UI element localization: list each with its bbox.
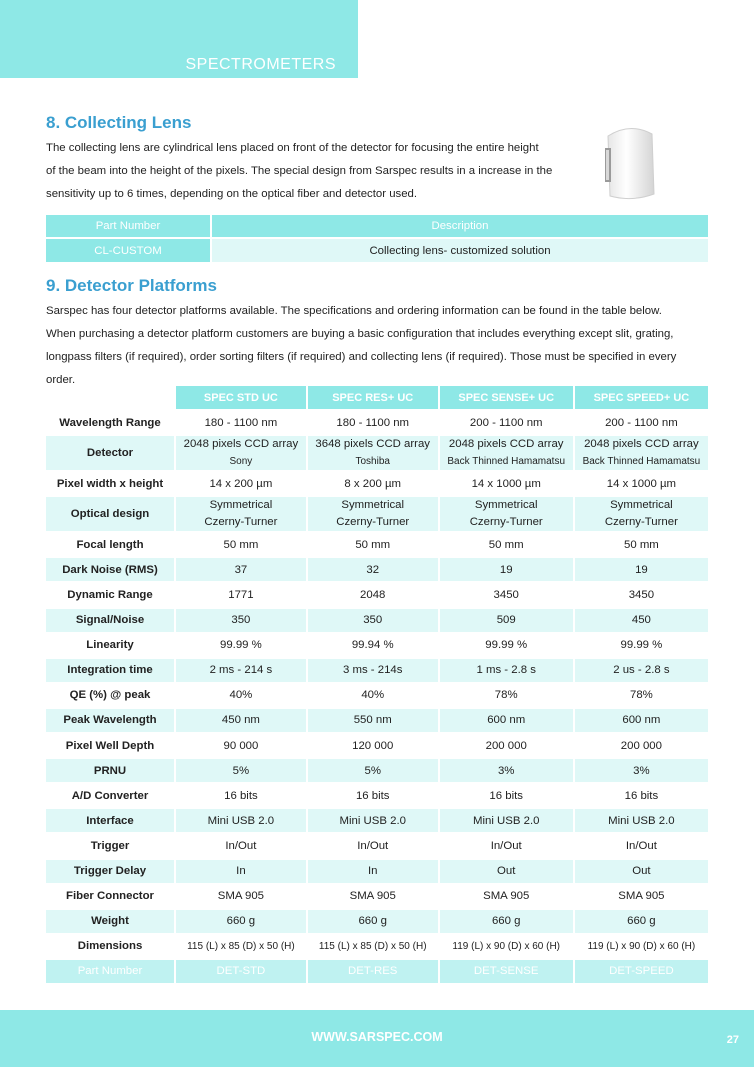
- paragraph-line: The collecting lens are cylindrical lens placed on front of the detector for focusing the entire height: [46, 142, 539, 154]
- header-description: Description: [212, 215, 708, 237]
- table-row: [46, 411, 708, 434]
- table-row: [46, 885, 708, 908]
- part-number-label: Part Number: [46, 960, 174, 983]
- table-row: [46, 910, 708, 933]
- spec-cell: 99.94 %: [308, 634, 438, 657]
- row-label: Fiber Connector: [46, 885, 174, 908]
- spec-cell: 350: [176, 609, 306, 632]
- row-label: Weight: [46, 910, 174, 933]
- spec-cell: 115 (L) x 85 (D) x 50 (H): [176, 935, 306, 958]
- spec-cell: 3450: [440, 583, 573, 606]
- table-row: [46, 734, 708, 757]
- spec-subvalue: Czerny-Turner: [469, 516, 543, 529]
- spec-cell: 2048: [308, 583, 438, 606]
- spec-cell: [440, 436, 573, 470]
- spec-subvalue: Back Thinned Hamamatsu: [447, 456, 566, 468]
- table-row: [46, 472, 708, 495]
- spec-cell: [440, 497, 573, 531]
- table-row: [46, 935, 708, 958]
- spec-cell: 16 bits: [176, 784, 306, 807]
- section-9-heading: 9. Detector Platforms: [46, 276, 217, 295]
- header-spec-std: SPEC STD UC: [176, 386, 306, 409]
- row-label: Pixel width x height: [46, 472, 174, 495]
- header-spec-sense: SPEC SENSE+ UC: [440, 386, 573, 409]
- part-number-cell: DET-SENSE: [440, 960, 573, 983]
- paragraph-line: Sarspec has four detector platforms available. The specifications and ordering information can be found in the table below.: [46, 305, 662, 317]
- row-label: Focal length: [46, 533, 174, 556]
- spec-cell: 200 - 1100 nm: [440, 411, 573, 434]
- spec-cell: SMA 905: [308, 885, 438, 908]
- row-label: Dimensions: [46, 935, 174, 958]
- table-row: [46, 659, 708, 682]
- spec-cell: In: [308, 860, 438, 883]
- table-row: [46, 759, 708, 782]
- spec-cell: 37: [176, 558, 306, 581]
- table-row: [46, 609, 708, 632]
- spec-cell: In: [176, 860, 306, 883]
- spec-cell: 660 g: [176, 910, 306, 933]
- spec-cell: In/Out: [575, 834, 708, 857]
- section-8-heading: 8. Collecting Lens: [46, 113, 192, 132]
- spec-cell: 600 nm: [440, 709, 573, 732]
- spec-cell: Mini USB 2.0: [176, 809, 306, 832]
- spec-subvalue: Czerny-Turner: [336, 516, 410, 529]
- footer-bar: [0, 1010, 754, 1067]
- row-label: Optical design: [46, 497, 174, 531]
- row-label: Dark Noise (RMS): [46, 558, 174, 581]
- header-blank: [46, 386, 174, 409]
- spec-cell: 16 bits: [308, 784, 438, 807]
- spec-cell: 660 g: [440, 910, 573, 933]
- spec-cell: 2 us - 2.8 s: [575, 659, 708, 682]
- spec-cell: 3%: [440, 759, 573, 782]
- spec-cell: 32: [308, 558, 438, 581]
- part-number-cell: DET-SPEED: [575, 960, 708, 983]
- spec-cell: 3450: [575, 583, 708, 606]
- spec-cell: SMA 905: [176, 885, 306, 908]
- footer-url[interactable]: WWW.SARSPEC.COM: [311, 1030, 443, 1044]
- spec-cell: 200 - 1100 nm: [575, 411, 708, 434]
- spec-cell: 50 mm: [308, 533, 438, 556]
- spec-cell: 50 mm: [176, 533, 306, 556]
- spec-cell: 450: [575, 609, 708, 632]
- spec-cell: 14 x 1000 µm: [575, 472, 708, 495]
- spec-cell: 115 (L) x 85 (D) x 50 (H): [308, 935, 438, 958]
- header-bar: [0, 0, 358, 78]
- spec-cell: 180 - 1100 nm: [308, 411, 438, 434]
- spec-value: 2048 pixels CCD array: [448, 438, 564, 451]
- row-label: QE (%) @ peak: [46, 684, 174, 707]
- part-number-row: [46, 960, 708, 983]
- spec-value: 3648 pixels CCD array: [315, 438, 431, 451]
- row-label: PRNU: [46, 759, 174, 782]
- spec-cell: 14 x 1000 µm: [440, 472, 573, 495]
- spec-cell: 78%: [440, 684, 573, 707]
- spec-cell: 3%: [575, 759, 708, 782]
- spec-cell: [308, 497, 438, 531]
- spec-cell: 660 g: [575, 910, 708, 933]
- spec-subvalue: Czerny-Turner: [204, 516, 278, 529]
- spec-cell: Mini USB 2.0: [575, 809, 708, 832]
- row-label: Linearity: [46, 634, 174, 657]
- spec-cell: 50 mm: [575, 533, 708, 556]
- spec-cell: 19: [440, 558, 573, 581]
- header-spec-res: SPEC RES+ UC: [308, 386, 438, 409]
- row-label: Trigger Delay: [46, 860, 174, 883]
- spec-cell: [308, 436, 438, 470]
- spec-cell: 550 nm: [308, 709, 438, 732]
- spec-cell: 119 (L) x 90 (D) x 60 (H): [440, 935, 573, 958]
- collecting-lens-image: [600, 122, 662, 204]
- spec-cell: 450 nm: [176, 709, 306, 732]
- table-row: [46, 583, 708, 606]
- spec-cell: 180 - 1100 nm: [176, 411, 306, 434]
- spec-cell: Out: [575, 860, 708, 883]
- spec-subvalue: Toshiba: [355, 456, 390, 468]
- spec-cell: 350: [308, 609, 438, 632]
- spec-cell: [575, 497, 708, 531]
- table-row: [46, 709, 708, 732]
- row-label: Interface: [46, 809, 174, 832]
- table-row: [46, 784, 708, 807]
- spec-cell: 1 ms - 2.8 s: [440, 659, 573, 682]
- spec-value: Symmetrical: [209, 499, 273, 512]
- row-label: Detector: [46, 436, 174, 470]
- part-number-cell: DET-RES: [308, 960, 438, 983]
- page-number: 27: [726, 1034, 739, 1046]
- header-spec-speed: SPEC SPEED+ UC: [575, 386, 708, 409]
- table-row: [46, 497, 708, 531]
- paragraph-line: sensitivity up to 6 times, depending on the optical fiber and detector used.: [46, 188, 418, 200]
- description-cell: Collecting lens- customized solution: [212, 239, 708, 262]
- spec-cell: 660 g: [308, 910, 438, 933]
- spec-cell: 5%: [176, 759, 306, 782]
- table-row: [46, 834, 708, 857]
- spec-cell: 14 x 200 µm: [176, 472, 306, 495]
- spec-cell: 200 000: [440, 734, 573, 757]
- spec-cell: [575, 436, 708, 470]
- spec-value: 2048 pixels CCD array: [183, 438, 299, 451]
- spec-cell: 16 bits: [440, 784, 573, 807]
- row-label: A/D Converter: [46, 784, 174, 807]
- table-row: [46, 809, 708, 832]
- row-label: Integration time: [46, 659, 174, 682]
- spec-cell: 119 (L) x 90 (D) x 60 (H): [575, 935, 708, 958]
- table-row: [46, 533, 708, 556]
- spec-value: 2048 pixels CCD array: [584, 438, 699, 451]
- spec-cell: SMA 905: [575, 885, 708, 908]
- part-number-cell: DET-STD: [176, 960, 306, 983]
- collecting-lens-table: [44, 213, 710, 264]
- spec-value: Symmetrical: [610, 499, 673, 512]
- spec-cell: 2 ms - 214 s: [176, 659, 306, 682]
- spec-value: Symmetrical: [341, 499, 405, 512]
- spec-cell: Mini USB 2.0: [308, 809, 438, 832]
- spec-cell: 90 000: [176, 734, 306, 757]
- spec-cell: 16 bits: [575, 784, 708, 807]
- spec-cell: In/Out: [176, 834, 306, 857]
- spec-cell: [176, 497, 306, 531]
- part-number-cell: CL-CUSTOM: [46, 239, 210, 262]
- row-label: Pixel Well Depth: [46, 734, 174, 757]
- spec-cell: 509: [440, 609, 573, 632]
- spec-cell: 600 nm: [575, 709, 708, 732]
- paragraph-line: order.: [46, 374, 76, 386]
- spec-cell: 3 ms - 214s: [308, 659, 438, 682]
- header-part-number: Part Number: [46, 215, 210, 237]
- spec-cell: 99.99 %: [575, 634, 708, 657]
- table-row: [46, 684, 708, 707]
- row-label: Peak Wavelength: [46, 709, 174, 732]
- spec-cell: 19: [575, 558, 708, 581]
- spec-cell: 40%: [176, 684, 306, 707]
- row-label: Wavelength Range: [46, 411, 174, 434]
- spec-cell: 1771: [176, 583, 306, 606]
- spec-cell: 50 mm: [440, 533, 573, 556]
- spec-value: Symmetrical: [474, 499, 538, 512]
- row-label: Signal/Noise: [46, 609, 174, 632]
- spec-cell: 8 x 200 µm: [308, 472, 438, 495]
- spec-cell: In/Out: [440, 834, 573, 857]
- header-title: SPECTROMETERS: [185, 56, 336, 73]
- spec-cell: Out: [440, 860, 573, 883]
- spec-cell: 78%: [575, 684, 708, 707]
- spec-cell: 99.99 %: [176, 634, 306, 657]
- row-label: Trigger: [46, 834, 174, 857]
- paragraph-line: of the beam into the height of the pixels. The special design from Sarspec results in a increase in the: [46, 165, 553, 177]
- spec-cell: In/Out: [308, 834, 438, 857]
- paragraph-line: When purchasing a detector platform customers are buying a basic configuration that includes everything except slit, grating,: [46, 328, 674, 340]
- spec-cell: Mini USB 2.0: [440, 809, 573, 832]
- spec-cell: [176, 436, 306, 470]
- detector-platforms-table: [44, 384, 710, 985]
- spec-subvalue: Back Thinned Hamamatsu: [582, 456, 701, 468]
- table-row: [46, 558, 708, 581]
- paragraph-line: longpass filters (if required), order sorting filters (if required) and collecting lens (if required). Those must be specified in every: [46, 351, 677, 363]
- spec-cell: 40%: [308, 684, 438, 707]
- section-9-paragraph: [46, 300, 712, 392]
- spec-cell: 200 000: [575, 734, 708, 757]
- row-label: Dynamic Range: [46, 583, 174, 606]
- table-row: [46, 860, 708, 883]
- section-8-paragraph: [46, 137, 586, 206]
- table-row: [46, 436, 708, 470]
- spec-cell: SMA 905: [440, 885, 573, 908]
- spec-cell: 5%: [308, 759, 438, 782]
- table-row: [46, 634, 708, 657]
- spec-subvalue: Sony: [229, 456, 253, 468]
- spec-cell: 120 000: [308, 734, 438, 757]
- spec-subvalue: Czerny-Turner: [604, 516, 678, 529]
- spec-cell: 99.99 %: [440, 634, 573, 657]
